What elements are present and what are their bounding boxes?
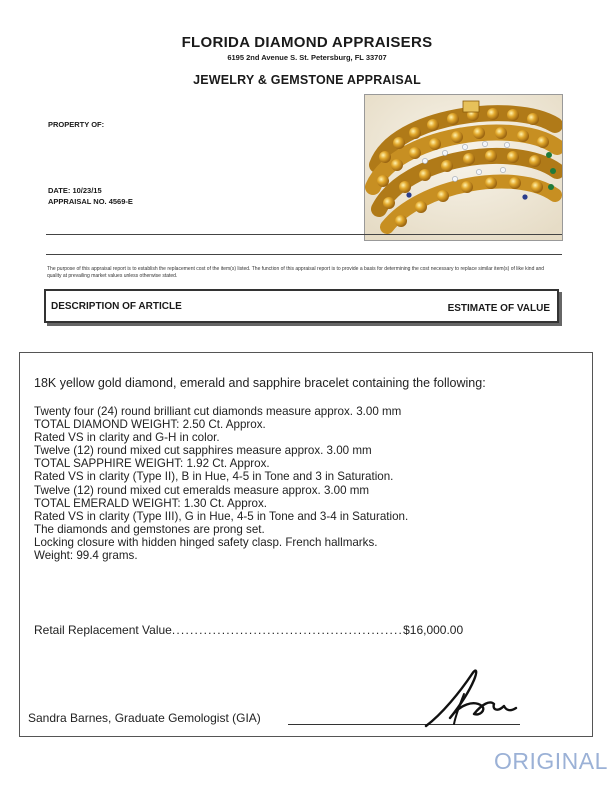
item-description	[34, 405, 574, 562]
appraisal-date: DATE: 10/23/15	[48, 186, 102, 195]
description-line: The diamonds and gemstones are prong set.	[34, 522, 265, 536]
description-line: Rated VS in clarity (Type II), B in Hue, 4-5 in Tone and 3 in Saturation.	[34, 470, 394, 484]
description-line: TOTAL SAPPHIRE WEIGHT: 1.92 Ct. Approx.	[34, 457, 270, 471]
description-line: Locking closure with hidden hinged safety clasp. French hallmarks.	[34, 535, 378, 549]
item-intro: 18K yellow gold diamond, emerald and sapphire bracelet containing the following:	[34, 376, 486, 390]
bracelet-photo	[364, 94, 563, 241]
description-line: Twelve (12) round mixed cut emeralds measure approx. 3.00 mm	[34, 483, 370, 497]
gemologist-name: Sandra Barnes, Graduate Gemologist (GIA)	[28, 711, 261, 725]
original-stamp: ORIGINAL	[494, 748, 608, 774]
company-name: FLORIDA DIAMOND APPRAISERS	[181, 34, 433, 51]
divider-line-2	[46, 254, 562, 255]
retail-replacement-row	[34, 623, 574, 637]
description-header-box	[44, 289, 559, 323]
description-line: Weight: 99.4 grams.	[34, 549, 138, 563]
retail-value-amount: $16,000.00	[403, 623, 464, 637]
company-address: 6195 2nd Avenue S. St. Petersburg, FL 33707	[227, 53, 387, 62]
property-of-label: PROPERTY OF:	[48, 120, 105, 129]
description-line: Rated VS in clarity and G-H in color.	[34, 431, 220, 445]
description-line: Rated VS in clarity (Type III), G in Hue, 4-5 in Tone and 3-4 in Saturation.	[34, 509, 409, 523]
description-column-header: DESCRIPTION OF ARTICLE	[51, 301, 182, 312]
document-title: JEWELRY & GEMSTONE APPRAISAL	[193, 73, 421, 87]
leader-dots: ...................................................	[171, 623, 404, 637]
handwritten-signature	[420, 664, 530, 734]
appraisal-number: APPRAISAL NO. 4569-E	[48, 197, 133, 206]
retail-value-label: Retail Replacement Value	[34, 623, 172, 637]
divider-line-1	[46, 234, 562, 235]
bracelet-photo-image	[365, 95, 562, 240]
description-line: Twenty four (24) round brilliant cut diamonds measure approx. 3.00 mm	[34, 405, 402, 418]
description-line: TOTAL DIAMOND WEIGHT: 2.50 Ct. Approx.	[34, 418, 266, 432]
purpose-statement: The purpose of this appraisal report is to establish the replacement cost of the item(s) listed. The function of this appraisal report is to provide a basis for determining the cost necessary to replace similar item(s) of like kind and quality at prevailing market values unless otherwise stated.	[47, 266, 545, 279]
description-line: Twelve (12) round mixed cut sapphires measure approx. 3.00 mm	[34, 444, 372, 458]
description-line: TOTAL EMERALD WEIGHT: 1.30 Ct. Approx.	[34, 496, 268, 510]
estimate-column-header: ESTIMATE OF VALUE	[447, 303, 550, 314]
